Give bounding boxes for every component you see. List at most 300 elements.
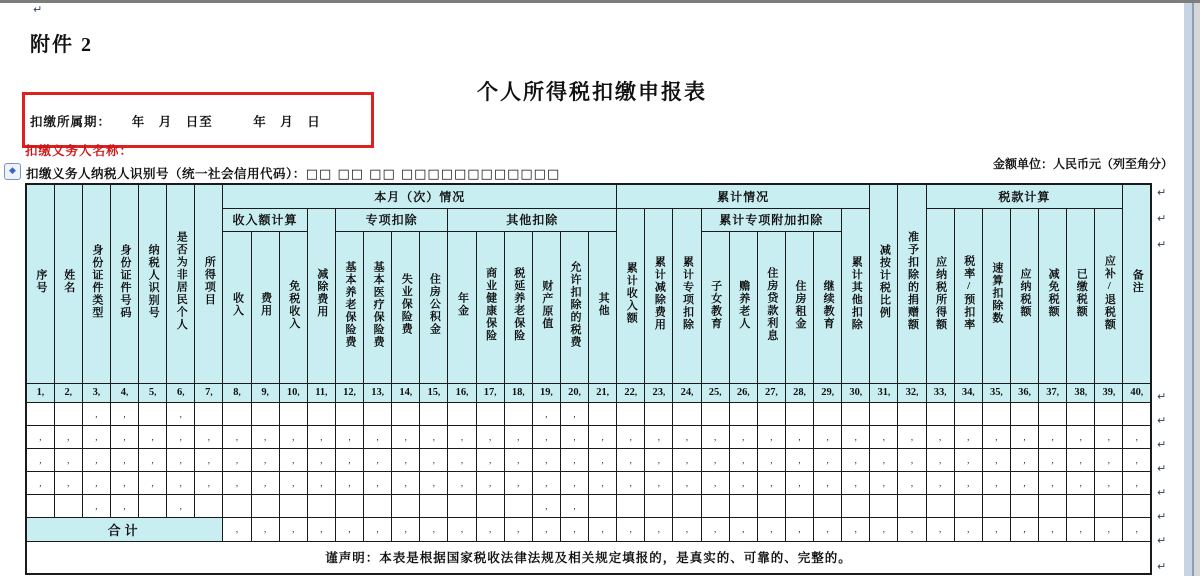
data-cell[interactable]	[1095, 494, 1123, 517]
total-cell[interactable]: ,	[954, 517, 982, 541]
data-cell[interactable]	[54, 494, 82, 517]
data-cell[interactable]: ,	[420, 448, 448, 471]
data-cell[interactable]: ,	[54, 448, 82, 471]
data-cell[interactable]	[1010, 494, 1038, 517]
total-cell[interactable]: ,	[1067, 517, 1095, 541]
window-top-edge	[0, 0, 1200, 3]
data-cell[interactable]: ,	[82, 425, 110, 448]
data-cell[interactable]	[392, 402, 420, 425]
data-cell[interactable]: ,	[926, 448, 954, 471]
column-header-38: 已缴税额	[1067, 208, 1095, 383]
data-cell[interactable]	[785, 494, 813, 517]
total-cell[interactable]: ,	[729, 517, 757, 541]
total-cell[interactable]: ,	[560, 517, 588, 541]
data-cell[interactable]: ,	[842, 425, 870, 448]
total-cell[interactable]: ,	[1123, 517, 1151, 541]
data-cell[interactable]: ,	[842, 471, 870, 494]
total-cell[interactable]: ,	[392, 517, 420, 541]
column-header-13: 基本医疗保险费	[364, 231, 392, 383]
data-cell[interactable]: ,	[420, 471, 448, 494]
data-cell[interactable]	[982, 402, 1010, 425]
data-cell[interactable]: ,	[392, 425, 420, 448]
column-header-23: 累计减除费用	[645, 208, 673, 383]
data-cell[interactable]: ,	[54, 471, 82, 494]
column-header-40: 备注	[1123, 184, 1151, 383]
data-cell[interactable]	[1010, 402, 1038, 425]
data-cell[interactable]: ,	[476, 425, 504, 448]
paragraph-mark-icon: ↵	[1157, 560, 1167, 573]
column-header-2: 姓名	[54, 184, 82, 383]
data-cell[interactable]: ,	[110, 402, 138, 425]
data-cell[interactable]: ,	[335, 471, 363, 494]
data-cell[interactable]: ,	[1067, 448, 1095, 471]
agent-id-line	[26, 164, 560, 182]
data-cell[interactable]: ,	[757, 425, 785, 448]
data-cell[interactable]: ,	[139, 425, 167, 448]
total-cell[interactable]: ,	[1095, 517, 1123, 541]
data-cell[interactable]: ,	[82, 494, 110, 517]
data-cell[interactable]: ,	[448, 425, 476, 448]
data-cell[interactable]: ,	[251, 448, 279, 471]
data-cell[interactable]: ,	[420, 425, 448, 448]
data-cell[interactable]: ,	[532, 494, 560, 517]
data-cell[interactable]	[279, 402, 307, 425]
total-cell[interactable]: ,	[532, 517, 560, 541]
total-cell[interactable]: ,	[1010, 517, 1038, 541]
data-cell[interactable]	[757, 402, 785, 425]
data-cell[interactable]	[729, 494, 757, 517]
total-cell[interactable]: ,	[335, 517, 363, 541]
column-number-22: 22 ,	[617, 383, 645, 402]
data-cell[interactable]: ,	[926, 471, 954, 494]
data-cell[interactable]	[223, 494, 251, 517]
data-cell[interactable]: ,	[392, 448, 420, 471]
data-cell[interactable]: ,	[476, 471, 504, 494]
data-cell[interactable]	[926, 402, 954, 425]
data-cell[interactable]: ,	[251, 425, 279, 448]
paragraph-mark-icon: ↵	[1157, 414, 1167, 427]
column-number-3: 3 ,	[82, 383, 110, 402]
total-cell[interactable]: ,	[701, 517, 729, 541]
data-cell[interactable]: ,	[898, 448, 926, 471]
data-cell[interactable]: ,	[26, 471, 54, 494]
data-cell[interactable]: ,	[870, 448, 898, 471]
column-number-21: 21 ,	[589, 383, 617, 402]
data-cell[interactable]: ,	[448, 471, 476, 494]
data-cell[interactable]: ,	[335, 425, 363, 448]
data-cell[interactable]: ,	[729, 425, 757, 448]
data-cell[interactable]	[645, 402, 673, 425]
total-cell[interactable]: ,	[757, 517, 785, 541]
data-cell[interactable]	[307, 402, 335, 425]
data-cell[interactable]: ,	[223, 471, 251, 494]
data-cell[interactable]: ,	[898, 425, 926, 448]
data-cell[interactable]: ,	[532, 425, 560, 448]
data-cell[interactable]: ,	[195, 448, 223, 471]
total-cell[interactable]: ,	[364, 517, 392, 541]
data-cell[interactable]	[251, 494, 279, 517]
data-cell[interactable]: ,	[982, 425, 1010, 448]
right-border-strip	[1184, 3, 1192, 576]
data-cell[interactable]	[139, 494, 167, 517]
data-cell[interactable]	[926, 494, 954, 517]
data-cell[interactable]: ,	[729, 448, 757, 471]
data-cell[interactable]: ,	[982, 471, 1010, 494]
paragraph-mark-icon: ↵	[1157, 212, 1167, 225]
group-header-income-calc: 收入额计算	[223, 208, 307, 231]
data-cell[interactable]: ,	[1123, 425, 1151, 448]
total-cell[interactable]: ,	[448, 517, 476, 541]
data-cell[interactable]: ,	[1095, 425, 1123, 448]
total-cell[interactable]: ,	[589, 517, 617, 541]
data-cell[interactable]: ,	[307, 448, 335, 471]
data-cell[interactable]: ,	[364, 425, 392, 448]
data-cell[interactable]: ,	[335, 448, 363, 471]
data-cell[interactable]	[673, 402, 701, 425]
group-header-tax-calc: 税款计算	[926, 184, 1123, 208]
total-cell[interactable]: ,	[420, 517, 448, 541]
data-cell[interactable]: ,	[617, 425, 645, 448]
data-cell[interactable]: ,	[589, 471, 617, 494]
column-number-40: 40 ,	[1123, 383, 1151, 402]
data-cell[interactable]: ,	[1010, 425, 1038, 448]
column-number-19: 19 ,	[532, 383, 560, 402]
data-cell[interactable]	[1039, 402, 1067, 425]
total-cell[interactable]: ,	[982, 517, 1010, 541]
data-cell[interactable]: ,	[195, 471, 223, 494]
data-cell[interactable]: ,	[82, 402, 110, 425]
data-cell[interactable]	[476, 494, 504, 517]
data-cell[interactable]	[729, 402, 757, 425]
data-cell[interactable]: ,	[560, 402, 588, 425]
data-cell[interactable]	[504, 494, 532, 517]
data-cell[interactable]	[364, 494, 392, 517]
data-cell[interactable]	[701, 494, 729, 517]
column-number-30: 30 ,	[842, 383, 870, 402]
column-number-23: 23 ,	[645, 383, 673, 402]
data-cell[interactable]	[589, 402, 617, 425]
data-cell[interactable]: ,	[814, 425, 842, 448]
data-cell[interactable]: ,	[1123, 448, 1151, 471]
column-header-15: 住房公积金	[420, 231, 448, 383]
column-header-18: 税延养老保险	[504, 231, 532, 383]
data-cell[interactable]	[139, 402, 167, 425]
total-cell[interactable]: ,	[307, 517, 335, 541]
data-cell[interactable]	[870, 402, 898, 425]
data-cell[interactable]	[335, 402, 363, 425]
data-cell[interactable]: ,	[223, 425, 251, 448]
column-number-26: 26 ,	[729, 383, 757, 402]
total-cell[interactable]: ,	[617, 517, 645, 541]
data-cell[interactable]: ,	[307, 425, 335, 448]
column-header-1: 序号	[26, 184, 54, 383]
paragraph-mark-icon: ↵	[1157, 186, 1167, 199]
data-cell[interactable]	[476, 402, 504, 425]
data-cell[interactable]: ,	[279, 425, 307, 448]
data-cell[interactable]: ,	[1067, 471, 1095, 494]
data-cell[interactable]: ,	[842, 448, 870, 471]
total-cell[interactable]: ,	[1039, 517, 1067, 541]
data-cell[interactable]	[982, 494, 1010, 517]
total-cell[interactable]: ,	[898, 517, 926, 541]
data-cell[interactable]: ,	[954, 448, 982, 471]
data-cell[interactable]: ,	[139, 471, 167, 494]
column-header-39: 应补/退税额	[1095, 208, 1123, 383]
data-cell[interactable]: ,	[1010, 448, 1038, 471]
group-header-cumulative: 累计情况	[617, 184, 870, 208]
data-cell[interactable]: ,	[1067, 425, 1095, 448]
data-cell[interactable]: ,	[504, 425, 532, 448]
data-cell[interactable]: ,	[532, 448, 560, 471]
data-cell[interactable]: ,	[645, 448, 673, 471]
data-cell[interactable]	[814, 402, 842, 425]
data-cell[interactable]: ,	[364, 448, 392, 471]
data-cell[interactable]	[26, 494, 54, 517]
data-cell[interactable]	[279, 494, 307, 517]
data-cell[interactable]: ,	[560, 448, 588, 471]
total-cell[interactable]: ,	[223, 517, 251, 541]
data-cell[interactable]: ,	[139, 448, 167, 471]
data-cell[interactable]: ,	[617, 448, 645, 471]
data-cell[interactable]: ,	[645, 471, 673, 494]
data-cell[interactable]	[842, 494, 870, 517]
data-cell[interactable]: ,	[673, 425, 701, 448]
data-cell[interactable]: ,	[560, 494, 588, 517]
data-cell[interactable]: ,	[476, 448, 504, 471]
column-header-27: 住房贷款利息	[757, 231, 785, 383]
column-number-13: 13 ,	[364, 383, 392, 402]
paragraph-mark-icon: ↵	[1157, 238, 1167, 251]
data-cell[interactable]: ,	[392, 471, 420, 494]
data-cell[interactable]: ,	[645, 425, 673, 448]
column-header-30: 累计其他扣除	[842, 208, 870, 383]
column-header-4: 身份证件号码	[110, 184, 138, 383]
data-cell[interactable]: ,	[589, 448, 617, 471]
data-cell[interactable]	[195, 494, 223, 517]
data-cell[interactable]	[898, 494, 926, 517]
data-cell[interactable]: ,	[1095, 448, 1123, 471]
total-cell[interactable]: ,	[476, 517, 504, 541]
agent-id-label: 扣缴义务人纳税人识别号（统一社会信用代码）：	[26, 167, 306, 181]
data-cell[interactable]	[364, 402, 392, 425]
data-cell[interactable]: ,	[701, 425, 729, 448]
data-cell[interactable]: ,	[1039, 448, 1067, 471]
column-number-36: 36 ,	[1010, 383, 1038, 402]
column-number-12: 12 ,	[335, 383, 363, 402]
data-cell[interactable]: ,	[167, 494, 195, 517]
data-cell[interactable]: ,	[560, 425, 588, 448]
data-cell[interactable]	[589, 494, 617, 517]
total-cell[interactable]: ,	[785, 517, 813, 541]
data-cell[interactable]: ,	[870, 471, 898, 494]
data-cell[interactable]	[1039, 494, 1067, 517]
data-cell[interactable]: ,	[1039, 425, 1067, 448]
total-cell[interactable]: ,	[251, 517, 279, 541]
column-header-26: 赡养老人	[729, 231, 757, 383]
column-header-25: 子女教育	[701, 231, 729, 383]
data-cell[interactable]	[757, 494, 785, 517]
data-cell[interactable]: ,	[757, 448, 785, 471]
data-cell[interactable]	[785, 402, 813, 425]
data-cell[interactable]	[842, 402, 870, 425]
data-cell[interactable]	[1095, 402, 1123, 425]
data-cell[interactable]: ,	[82, 448, 110, 471]
data-cell[interactable]	[420, 402, 448, 425]
column-header-22: 累计收入额	[617, 208, 645, 383]
column-number-35: 35 ,	[982, 383, 1010, 402]
data-cell[interactable]: ,	[532, 402, 560, 425]
data-cell[interactable]	[26, 402, 54, 425]
data-cell[interactable]: ,	[532, 471, 560, 494]
data-cell[interactable]: ,	[167, 425, 195, 448]
data-cell[interactable]: ,	[673, 448, 701, 471]
column-header-20: 允许扣除的税费	[560, 231, 588, 383]
data-cell[interactable]: ,	[785, 448, 813, 471]
total-cell[interactable]: ,	[926, 517, 954, 541]
data-cell[interactable]	[870, 494, 898, 517]
data-cell[interactable]	[701, 402, 729, 425]
total-cell[interactable]: ,	[673, 517, 701, 541]
paragraph-mark-icon: ↵	[1157, 486, 1167, 499]
column-header-34: 税率/预扣率	[954, 208, 982, 383]
data-cell[interactable]: ,	[26, 425, 54, 448]
total-cell[interactable]: ,	[814, 517, 842, 541]
column-header-24: 累计专项扣除	[673, 208, 701, 383]
data-cell[interactable]: ,	[982, 448, 1010, 471]
data-cell[interactable]: ,	[167, 471, 195, 494]
data-cell[interactable]: ,	[167, 402, 195, 425]
data-cell[interactable]: ,	[898, 471, 926, 494]
data-cell[interactable]: ,	[504, 471, 532, 494]
data-cell[interactable]	[251, 402, 279, 425]
data-cell[interactable]	[307, 494, 335, 517]
data-cell[interactable]: ,	[701, 471, 729, 494]
data-cell[interactable]: ,	[1095, 471, 1123, 494]
data-cell[interactable]: ,	[223, 448, 251, 471]
data-cell[interactable]: ,	[729, 471, 757, 494]
data-cell[interactable]	[954, 402, 982, 425]
data-cell[interactable]: ,	[954, 471, 982, 494]
data-cell[interactable]: ,	[701, 448, 729, 471]
data-cell[interactable]: ,	[364, 471, 392, 494]
data-cell[interactable]: ,	[54, 425, 82, 448]
data-cell[interactable]	[448, 402, 476, 425]
data-cell[interactable]: ,	[167, 448, 195, 471]
data-cell[interactable]	[504, 402, 532, 425]
data-cell[interactable]	[1067, 494, 1095, 517]
data-cell[interactable]: ,	[1039, 471, 1067, 494]
data-cell[interactable]	[673, 494, 701, 517]
column-number-33: 33 ,	[926, 383, 954, 402]
data-cell[interactable]: ,	[1123, 471, 1151, 494]
data-cell[interactable]	[448, 494, 476, 517]
data-cell[interactable]: ,	[279, 471, 307, 494]
column-number-8: 8 ,	[223, 383, 251, 402]
data-cell[interactable]	[645, 494, 673, 517]
column-number-10: 10 ,	[279, 383, 307, 402]
data-cell[interactable]	[392, 494, 420, 517]
data-cell[interactable]: ,	[785, 425, 813, 448]
agent-name-label: 扣缴义务人名称：	[25, 144, 134, 158]
total-cell[interactable]: ,	[279, 517, 307, 541]
data-cell[interactable]: ,	[504, 448, 532, 471]
data-cell[interactable]: ,	[82, 471, 110, 494]
total-cell[interactable]: ,	[842, 517, 870, 541]
data-cell[interactable]	[617, 494, 645, 517]
data-cell[interactable]: ,	[589, 425, 617, 448]
data-cell[interactable]: ,	[110, 494, 138, 517]
data-cell[interactable]	[195, 402, 223, 425]
declaration-text: 谨声明：本表是根据国家税收法律法规及相关规定填报的，是真实的、可靠的、完整的。	[26, 541, 1151, 574]
column-number-24: 24 ,	[673, 383, 701, 402]
column-number-17: 17 ,	[476, 383, 504, 402]
data-cell[interactable]	[335, 494, 363, 517]
data-cell[interactable]: ,	[251, 471, 279, 494]
column-number-27: 27 ,	[757, 383, 785, 402]
paragraph-mark-icon: ↵	[1157, 510, 1167, 523]
data-cell[interactable]: ,	[954, 425, 982, 448]
data-cell[interactable]: ,	[673, 471, 701, 494]
data-cell[interactable]: ,	[195, 425, 223, 448]
data-cell[interactable]	[54, 402, 82, 425]
data-cell[interactable]: ,	[448, 448, 476, 471]
total-cell[interactable]: ,	[504, 517, 532, 541]
data-cell[interactable]: ,	[307, 471, 335, 494]
column-number-2: 2 ,	[54, 383, 82, 402]
column-number-20: 20 ,	[560, 383, 588, 402]
data-cell[interactable]	[898, 402, 926, 425]
column-header-14: 失业保险费	[392, 231, 420, 383]
column-header-7: 所得项目	[195, 184, 223, 383]
paragraph-mark-icon: ↵	[33, 3, 43, 16]
data-cell[interactable]: ,	[26, 448, 54, 471]
data-cell[interactable]	[814, 494, 842, 517]
data-cell[interactable]	[617, 402, 645, 425]
data-cell[interactable]: ,	[870, 425, 898, 448]
column-header-16: 年金	[448, 231, 476, 383]
data-cell[interactable]: ,	[757, 471, 785, 494]
data-cell[interactable]	[420, 494, 448, 517]
data-cell[interactable]: ,	[279, 448, 307, 471]
total-cell[interactable]: ,	[870, 517, 898, 541]
column-number-1: 1 ,	[26, 383, 54, 402]
data-cell[interactable]: ,	[617, 471, 645, 494]
data-cell[interactable]: ,	[1010, 471, 1038, 494]
agent-id-boxes: □□ □□ □□ □□□□□□□□□□□□	[305, 167, 561, 182]
column-number-7: 7 ,	[195, 383, 223, 402]
total-cell[interactable]: ,	[645, 517, 673, 541]
data-cell[interactable]	[1067, 402, 1095, 425]
data-cell[interactable]: ,	[110, 425, 138, 448]
column-header-31: 减按计税比例	[870, 184, 898, 383]
window-right-edge	[1184, 3, 1200, 576]
data-cell[interactable]: ,	[814, 471, 842, 494]
data-cell[interactable]	[954, 494, 982, 517]
data-cell[interactable]: ,	[926, 425, 954, 448]
data-cell[interactable]: ,	[110, 471, 138, 494]
data-cell[interactable]	[223, 402, 251, 425]
data-cell[interactable]	[1123, 402, 1151, 425]
data-cell[interactable]: ,	[785, 471, 813, 494]
data-cell[interactable]	[1123, 494, 1151, 517]
column-number-15: 15 ,	[420, 383, 448, 402]
data-cell[interactable]: ,	[110, 448, 138, 471]
column-header-33: 应纳税所得额	[926, 208, 954, 383]
data-cell[interactable]: ,	[560, 471, 588, 494]
column-header-5: 纳税人识别号	[139, 184, 167, 383]
column-header-35: 速算扣除数	[982, 208, 1010, 383]
data-cell[interactable]: ,	[814, 448, 842, 471]
